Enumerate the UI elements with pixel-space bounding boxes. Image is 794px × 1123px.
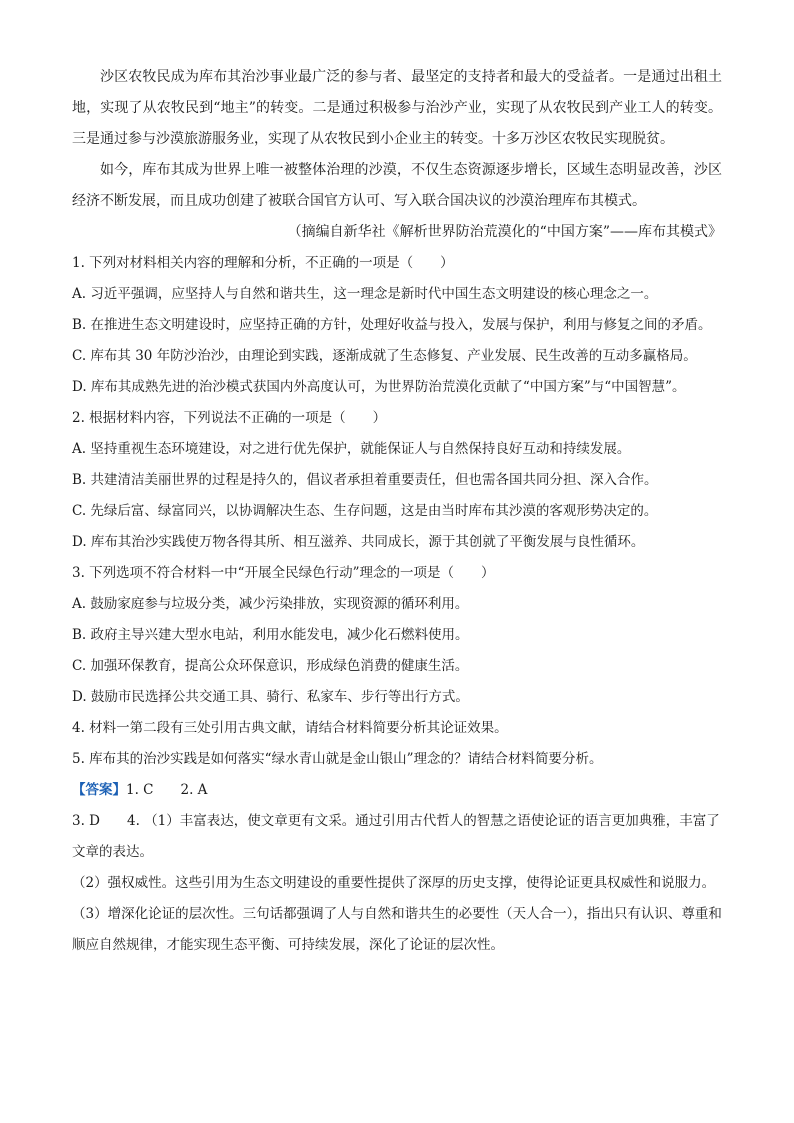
option-d: D. 库布其成熟先进的治沙模式获国内外高度认可，为世界防治荒漠化贡献了“中国方案”与“中国智慧”。 [72, 379, 686, 395]
answer-line-2: 3. D 4. （1）丰富表达，使文章更有文采。通过引用古代哲人的智慧之语使论证的语言更加典雅，丰富了文章的表达。 [72, 813, 720, 860]
question-4-stem: 4. 材料一第二段有三处引用古典文献，请结合材料简要分析其论证效果。 [72, 720, 508, 736]
answer-line-4: （3）增深化论证的层次性。三句话都强调了人与自然和谐共生的必要性（天人合一），指出只有认识、尊重和顺应自然规律，才能实现生态平衡、可持续发展，深化了论证的层次性。 [72, 906, 722, 953]
answer-text-1: 1. C 2. A [126, 782, 208, 798]
option-c: C. 加强环保教育，提高公众环保意识，形成绿色消费的健康生活。 [72, 658, 469, 674]
passage-paragraph-2: 如今，库布其成为世界上唯一被整体治理的沙漠，不仅生态资源逐步增长，区域生态明显改善，沙区经济不断发展，而且成功创建了被联合国官方认可、写入联合国决议的沙漠治理库布其模式。 [72, 162, 722, 209]
option-d: D. 鼓励市民选择公共交通工具、骑行、私家车、步行等出行方式。 [72, 689, 469, 705]
option-a: A. 习近平强调，应坚持人与自然和谐共生，这一理念是新时代中国生态文明建设的核心理念之一。 [72, 286, 658, 302]
passage-paragraph-1: 沙区农牧民成为库布其治沙事业最广泛的参与者、最坚定的支持者和最大的受益者。一是通过出租土地，实现了从农牧民到“地主”的转变。二是通过积极参与治沙产业，实现了从农牧民到产业工人的转变。三是通过参与沙漠旅游服务业，实现了从农牧民到小企业主的转变。十多万沙区农牧民实现脱贫。 [72, 69, 722, 147]
question-stem: 2. 根据材料内容，下列说法不正确的一项是（ ） [72, 410, 387, 426]
question-stem: 1. 下列对材料相关内容的理解和分析，不正确的一项是（ ） [72, 255, 454, 271]
answer-line-3: （2）强权威性。这些引用为生态文明建设的重要性提供了深厚的历史支撑，使得论证更具权威性和说服力。 [72, 875, 716, 891]
option-b: B. 共建清洁美丽世界的过程是持久的，倡议者承担着重要责任，但也需各国共同分担、深入合作。 [72, 472, 658, 488]
question-1 [72, 248, 722, 403]
question-5-stem: 5. 库布其的治沙实践是如何落实“绿水青山就是金山银山”理念的？请结合材料简要分析。 [72, 751, 603, 767]
answer-label: 【答案】 [72, 782, 126, 798]
passage-source: （摘编自新华社《解析世界防治荒漠化的“中国方案”——库布其模式》 [287, 224, 722, 240]
question-2 [72, 403, 722, 558]
option-c: C. 先绿后富、绿富同兴，以协调解决生态、生存问题，这是由当时库布其沙漠的客观形势决定的。 [72, 503, 658, 519]
question-stem: 3. 下列选项不符合材料一中“开展全民绿色行动”理念的一项是（ ） [72, 565, 495, 581]
option-b: B. 政府主导兴建大型水电站，利用水能发电，减少化石燃料使用。 [72, 627, 469, 643]
option-a: A. 坚持重视生态环境建设，对之进行优先保护，就能保证人与自然保持良好互动和持续发展。 [72, 441, 631, 457]
answer-line-1 [72, 775, 722, 806]
answer-section [72, 775, 722, 961]
document-page [72, 62, 722, 961]
option-a: A. 鼓励家庭参与垃圾分类，减少污染排放，实现资源的循环利用。 [72, 596, 469, 612]
option-d: D. 库布其治沙实践使万物各得其所、相互滋养、共同成长，源于其创就了平衡发展与良性循环。 [72, 534, 645, 550]
option-b: B. 在推进生态文明建设时，应坚持正确的方针，处理好收益与投入，发展与保护，利用与修复之间的矛盾。 [72, 317, 712, 333]
question-3 [72, 558, 722, 713]
option-c: C. 库布其 30 年防沙治沙，由理论到实践，逐渐成就了生态修复、产业发展、民生改善的互动多赢格局。 [72, 348, 697, 364]
